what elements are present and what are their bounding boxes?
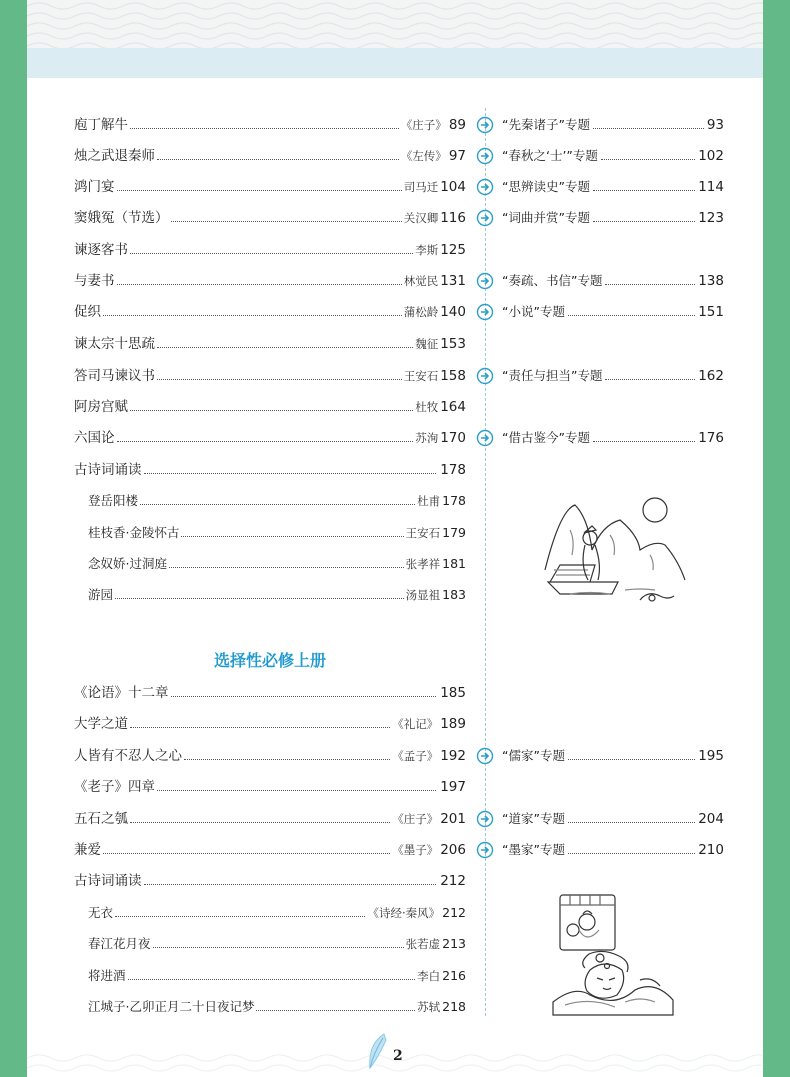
entry-page: 153 [440, 336, 466, 352]
entry-title: 庖丁解牛 [74, 117, 128, 133]
arrow-right-icon [476, 429, 494, 447]
entry-author: 《庄子》 [400, 118, 447, 132]
entry-page: 131 [440, 273, 466, 289]
leader-dots [568, 822, 695, 823]
entry-author: 蒲松龄 [403, 305, 439, 319]
leader-dots [103, 315, 402, 316]
toc-entry[interactable] [74, 395, 466, 417]
toc-entry[interactable] [74, 175, 466, 197]
entry-title: 无衣 [88, 905, 114, 920]
entry-title: 登岳阳楼 [88, 493, 139, 508]
landscape-boat-illustration [540, 490, 690, 610]
toc-entry[interactable] [74, 712, 466, 734]
special-page: 195 [698, 748, 724, 764]
toc-subentry[interactable] [88, 964, 466, 986]
leader-dots [117, 190, 402, 191]
leader-dots [568, 759, 695, 760]
entry-author: 司马迁 [403, 180, 439, 194]
arrow-right-icon [476, 209, 494, 227]
entry-title: 六国论 [74, 430, 115, 446]
entry-title: 窦娥冤（节选） [74, 210, 169, 226]
entry-title: 念奴娇·过洞庭 [88, 556, 167, 571]
entry-title: 兼爱 [74, 842, 101, 858]
special-title: “墨家”专题 [502, 842, 565, 857]
special-topic-entry[interactable] [476, 144, 724, 166]
leader-dots [117, 441, 414, 442]
toc-entry[interactable] [74, 332, 466, 354]
entry-title: 促织 [74, 304, 101, 320]
entry-title: 大学之道 [74, 716, 128, 732]
entry-author: 王安石 [403, 369, 439, 383]
entry-author: 杜牧 [415, 400, 439, 414]
entry-author: 魏征 [415, 337, 439, 351]
leader-dots [130, 727, 390, 728]
leader-dots [157, 379, 402, 380]
entry-page: 192 [440, 748, 466, 764]
entry-title: 谏逐客书 [74, 242, 128, 258]
leader-dots [157, 159, 399, 160]
entry-page: 179 [442, 525, 466, 540]
header-band [27, 48, 763, 78]
leader-dots [115, 916, 365, 917]
entry-page: 97 [448, 148, 466, 164]
toc-subentry[interactable] [88, 995, 466, 1017]
entry-author: 《诗经·秦风》 [367, 906, 441, 920]
special-page: 114 [698, 179, 724, 195]
toc-entry[interactable] [74, 269, 466, 291]
entry-page: 189 [440, 716, 466, 732]
toc-entry[interactable] [74, 426, 466, 448]
special-topic-entry[interactable] [476, 744, 724, 766]
special-title: “春秋之‘士’”专题 [502, 148, 598, 163]
toc-entry[interactable] [74, 775, 466, 797]
entry-author: 张若虚 [405, 937, 441, 951]
toc-subentry[interactable] [88, 901, 466, 923]
entry-page: 164 [440, 399, 466, 415]
leader-dots [568, 315, 695, 316]
entry-page: 170 [440, 430, 466, 446]
left-border-decoration [0, 0, 27, 1077]
special-title: “道家”专题 [502, 811, 565, 826]
special-page: 93 [706, 117, 724, 133]
entry-author: 《孟子》 [392, 749, 439, 763]
leader-dots [256, 1010, 415, 1011]
section-title: 选择性必修上册 [213, 651, 326, 670]
toc-entry[interactable] [74, 744, 466, 766]
toc-entry[interactable] [74, 838, 466, 860]
entry-author: 《墨子》 [392, 843, 439, 857]
special-topic-entry[interactable] [476, 426, 724, 448]
entry-page: 206 [440, 842, 466, 858]
entry-page: 212 [440, 873, 466, 889]
column-divider [485, 108, 486, 1016]
special-topic-entry[interactable] [476, 838, 724, 860]
leader-dots [130, 410, 413, 411]
entry-title: 五石之瓠 [74, 811, 128, 827]
entry-page: 185 [440, 685, 466, 701]
toc-subentry[interactable] [88, 932, 466, 954]
leader-dots [115, 598, 404, 599]
leader-dots [128, 979, 416, 980]
toc-entry[interactable] [74, 300, 466, 322]
entry-page: 104 [440, 179, 466, 195]
leader-dots [605, 379, 695, 380]
leader-dots [184, 759, 390, 760]
entry-page: 181 [442, 556, 466, 571]
leader-dots [130, 822, 390, 823]
entry-author: 汤显祖 [405, 588, 441, 602]
entry-page: 212 [442, 905, 466, 920]
arrow-right-icon [476, 367, 494, 385]
toc-entry[interactable] [74, 238, 466, 260]
entry-author: 林觉民 [403, 274, 439, 288]
leader-dots [157, 347, 413, 348]
leader-dots [181, 536, 403, 537]
entry-page: 201 [440, 811, 466, 827]
entry-page: 125 [440, 242, 466, 258]
page-number: 2 [393, 1048, 403, 1064]
entry-author: 《左传》 [400, 149, 447, 163]
right-border-decoration [763, 0, 790, 1077]
leader-dots [144, 884, 437, 885]
special-page: 176 [698, 430, 724, 446]
top-wave-pattern [27, 0, 763, 48]
entry-title: 与妻书 [74, 273, 115, 289]
special-page: 123 [698, 210, 724, 226]
special-title: “奏疏、书信”专题 [502, 273, 603, 288]
entry-author: 关汉卿 [403, 211, 439, 225]
leader-dots [153, 947, 404, 948]
special-topic-entry[interactable] [476, 175, 724, 197]
entry-title: 《老子》四章 [74, 779, 155, 795]
special-title: “责任与担当”专题 [502, 368, 603, 383]
special-title: “思辨读史”专题 [502, 179, 590, 194]
dreaming-scholar-illustration [545, 890, 680, 1020]
toc-subentry[interactable] [88, 489, 466, 511]
entry-page: 178 [440, 462, 466, 478]
arrow-right-icon [476, 178, 494, 196]
entry-title: 古诗词诵读 [74, 462, 142, 478]
toc-subentry[interactable] [88, 583, 466, 605]
special-topic-entry[interactable] [476, 807, 724, 829]
leader-dots [568, 853, 695, 854]
entry-title: 江城子·乙卯正月二十日夜记梦 [88, 999, 255, 1014]
entry-author: 《庄子》 [392, 812, 439, 826]
leader-dots [117, 284, 402, 285]
entry-title: 将进酒 [88, 968, 126, 983]
arrow-right-icon [476, 841, 494, 859]
special-topic-entry[interactable] [476, 113, 724, 135]
special-title: “词曲并赏”专题 [502, 210, 590, 225]
leader-dots [593, 190, 695, 191]
leader-dots [593, 128, 704, 129]
entry-page: 89 [448, 117, 466, 133]
leader-dots [103, 853, 390, 854]
toc-subentry[interactable] [88, 552, 466, 574]
toc-entry[interactable] [74, 364, 466, 386]
entry-page: 197 [440, 779, 466, 795]
leader-dots [157, 790, 436, 791]
entry-title: 游园 [88, 587, 114, 602]
special-page: 138 [698, 273, 724, 289]
special-page: 151 [698, 304, 724, 320]
toc-subentry[interactable] [88, 521, 466, 543]
entry-page: 158 [440, 368, 466, 384]
entry-title: 古诗词诵读 [74, 873, 142, 889]
toc-entry[interactable] [74, 807, 466, 829]
leader-dots [144, 473, 437, 474]
arrow-right-icon [476, 116, 494, 134]
toc-entry[interactable] [74, 206, 466, 228]
entry-author: 苏轼 [417, 1000, 441, 1014]
special-topic-entry[interactable] [476, 364, 724, 386]
arrow-right-icon [476, 303, 494, 321]
entry-author: 王安石 [405, 526, 441, 540]
entry-title: 《论语》十二章 [74, 685, 169, 701]
leader-dots [130, 128, 399, 129]
leader-dots [140, 504, 415, 505]
entry-title: 阿房宫赋 [74, 399, 128, 415]
leader-dots [593, 221, 695, 222]
special-title: “儒家”专题 [502, 748, 565, 763]
special-page: 102 [698, 148, 724, 164]
arrow-right-icon [476, 147, 494, 165]
entry-author: 《礼记》 [392, 717, 439, 731]
leader-dots [601, 159, 695, 160]
leader-dots [605, 284, 695, 285]
entry-title: 答司马谏议书 [74, 368, 155, 384]
leader-dots [171, 696, 437, 697]
entry-title: 春江花月夜 [88, 936, 151, 951]
arrow-right-icon [476, 810, 494, 828]
entry-page: 218 [442, 999, 466, 1014]
leader-dots [130, 253, 413, 254]
entry-author: 李斯 [415, 243, 439, 257]
special-page: 162 [698, 368, 724, 384]
toc-entry[interactable] [74, 144, 466, 166]
entry-author: 苏洵 [415, 431, 439, 445]
entry-author: 李白 [417, 969, 441, 983]
toc-entry[interactable] [74, 113, 466, 135]
special-page: 210 [698, 842, 724, 858]
special-topic-entry[interactable] [476, 206, 724, 228]
entry-title: 烛之武退秦师 [74, 148, 155, 164]
arrow-right-icon [476, 272, 494, 290]
leader-dots [593, 441, 695, 442]
toc-entry[interactable] [74, 869, 466, 891]
entry-author: 张孝祥 [405, 557, 441, 571]
entry-page: 178 [442, 493, 466, 508]
entry-title: 桂枝香·金陵怀古 [88, 525, 180, 540]
entry-page: 116 [440, 210, 466, 226]
special-page: 204 [698, 811, 724, 827]
toc-entry[interactable] [74, 458, 466, 480]
leader-dots [171, 221, 402, 222]
entry-page: 140 [440, 304, 466, 320]
special-title: “小说”专题 [502, 304, 565, 319]
special-title: “先秦诸子”专题 [502, 117, 590, 132]
leader-dots [169, 567, 404, 568]
entry-author: 杜甫 [417, 494, 441, 508]
toc-entry[interactable] [74, 681, 466, 703]
entry-title: 谏太宗十思疏 [74, 336, 155, 352]
entry-page: 213 [442, 936, 466, 951]
special-topic-entry[interactable] [476, 300, 724, 322]
entry-title: 鸿门宴 [74, 179, 115, 195]
entry-page: 216 [442, 968, 466, 983]
special-title: “借古鉴今”专题 [502, 430, 590, 445]
entry-title: 人皆有不忍人之心 [74, 748, 182, 764]
special-topic-entry[interactable] [476, 269, 724, 291]
entry-page: 183 [442, 587, 466, 602]
arrow-right-icon [476, 747, 494, 765]
